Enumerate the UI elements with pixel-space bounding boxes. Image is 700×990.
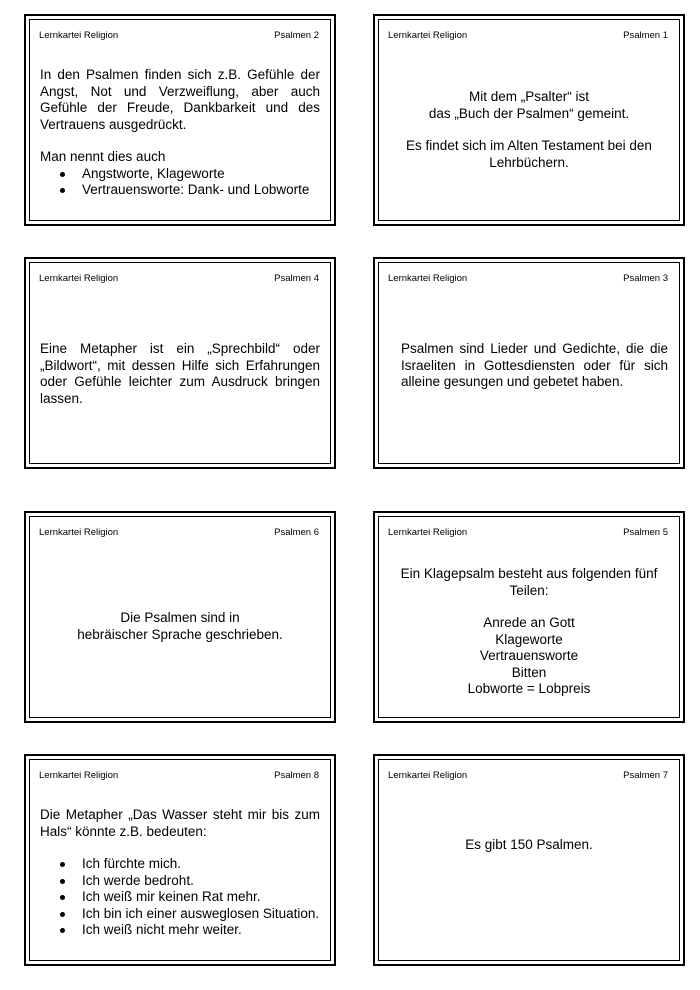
card-header-title: Lernkartei Religion xyxy=(39,527,119,538)
card-text: Die Metapher „Das Wasser steht mir bis zum Hals“ könnte z.B. bedeuten: xyxy=(40,807,320,839)
card-number: Psalmen 3 xyxy=(623,273,668,284)
card-line: Es findet sich im Alten Testament bei den xyxy=(406,138,652,153)
card-header-title: Lernkartei Religion xyxy=(388,770,468,781)
card-inner-border xyxy=(378,759,680,961)
card-number: Psalmen 5 xyxy=(623,527,668,538)
card-inner-border xyxy=(29,759,331,961)
card-body xyxy=(40,67,320,199)
card-body xyxy=(389,89,669,171)
card-inner-border xyxy=(29,19,331,221)
card-inner-border xyxy=(29,516,331,718)
flashcard-psalmen-3 xyxy=(373,257,685,469)
list-item: Ich weiß nicht mehr weiter. xyxy=(57,922,320,939)
card-text: In den Psalmen finden sich z.B. Gefühle der Angst, Not und Verzweiflung, aber auch Gefühle der Freude, Dankbarkeit und des Vertrauens ausgedrückt. xyxy=(40,67,320,132)
card-inner-border xyxy=(378,19,680,221)
card-line: Klageworte xyxy=(495,631,563,647)
flashcard-psalmen-1 xyxy=(373,14,685,226)
card-inner-border xyxy=(378,516,680,718)
list-item: Ich bin ich einer ausweglosen Situation. xyxy=(57,906,320,923)
card-text: Psalmen sind Lieder und Gedichte, die die Israeliten in Gottesdiensten oder für sich alleine gesungen und gebetet haben. xyxy=(401,341,668,389)
card-inner-border xyxy=(378,262,680,464)
card-header-title: Lernkartei Religion xyxy=(388,273,468,284)
card-line: Anrede an Gott xyxy=(483,615,575,630)
card-line: Lobworte = Lobpreis xyxy=(467,681,591,696)
card-line: das „Buch der Psalmen“ gemeint. xyxy=(428,105,630,121)
card-body xyxy=(401,341,668,391)
card-text: Man nennt dies auch xyxy=(40,149,166,164)
card-header-title: Lernkartei Religion xyxy=(388,30,468,41)
list-item: Ich fürchte mich. xyxy=(57,856,320,873)
card-line: Teilen: xyxy=(509,582,549,598)
card-line: Die Psalmen sind in xyxy=(120,610,240,625)
card-number: Psalmen 8 xyxy=(274,770,319,781)
card-line: Lehrbüchern. xyxy=(489,154,569,170)
card-number: Psalmen 1 xyxy=(623,30,668,41)
card-number: Psalmen 4 xyxy=(274,273,319,284)
card-header-title: Lernkartei Religion xyxy=(388,527,468,538)
card-line: Ein Klagepsalm besteht aus folgenden fünf xyxy=(400,566,658,581)
card-line: Mit dem „Psalter“ ist xyxy=(468,89,590,104)
card-body xyxy=(389,837,669,854)
list-item: Ich werde bedroht. xyxy=(57,873,320,890)
card-body xyxy=(40,807,320,939)
card-line: Vertrauensworte xyxy=(479,648,579,663)
card-number: Psalmen 6 xyxy=(274,527,319,538)
card-line: hebräischer Sprache geschrieben. xyxy=(77,626,283,642)
flashcard-psalmen-5 xyxy=(373,511,685,723)
card-number: Psalmen 7 xyxy=(623,770,668,781)
card-line: Bitten xyxy=(511,664,547,680)
card-body xyxy=(40,610,320,643)
card-header-title: Lernkartei Religion xyxy=(39,770,119,781)
card-header-title: Lernkartei Religion xyxy=(39,30,119,41)
list-item: Vertrauensworte: Dank- und Lobworte xyxy=(57,182,320,199)
card-list xyxy=(57,856,320,939)
card-body xyxy=(40,341,320,407)
card-list xyxy=(57,166,320,199)
card-number: Psalmen 2 xyxy=(274,30,319,41)
flashcard-psalmen-4 xyxy=(24,257,336,469)
card-inner-border xyxy=(29,262,331,464)
list-item: Ich weiß mir keinen Rat mehr. xyxy=(57,889,320,906)
list-item: Angstworte, Klageworte xyxy=(57,166,320,183)
flashcard-psalmen-7 xyxy=(373,754,685,966)
flashcard-psalmen-8 xyxy=(24,754,336,966)
flashcard-psalmen-6 xyxy=(24,511,336,723)
card-body xyxy=(389,566,669,698)
card-line: Es gibt 150 Psalmen. xyxy=(465,837,593,852)
card-header-title: Lernkartei Religion xyxy=(39,273,119,284)
card-text: Eine Metapher ist ein „Sprechbild“ oder „Bildwort“, mit dessen Hilfe sich Erfahrungen oder Gefühle leichter zum Ausdruck bringen lassen. xyxy=(40,341,320,406)
flashcard-psalmen-2 xyxy=(24,14,336,226)
